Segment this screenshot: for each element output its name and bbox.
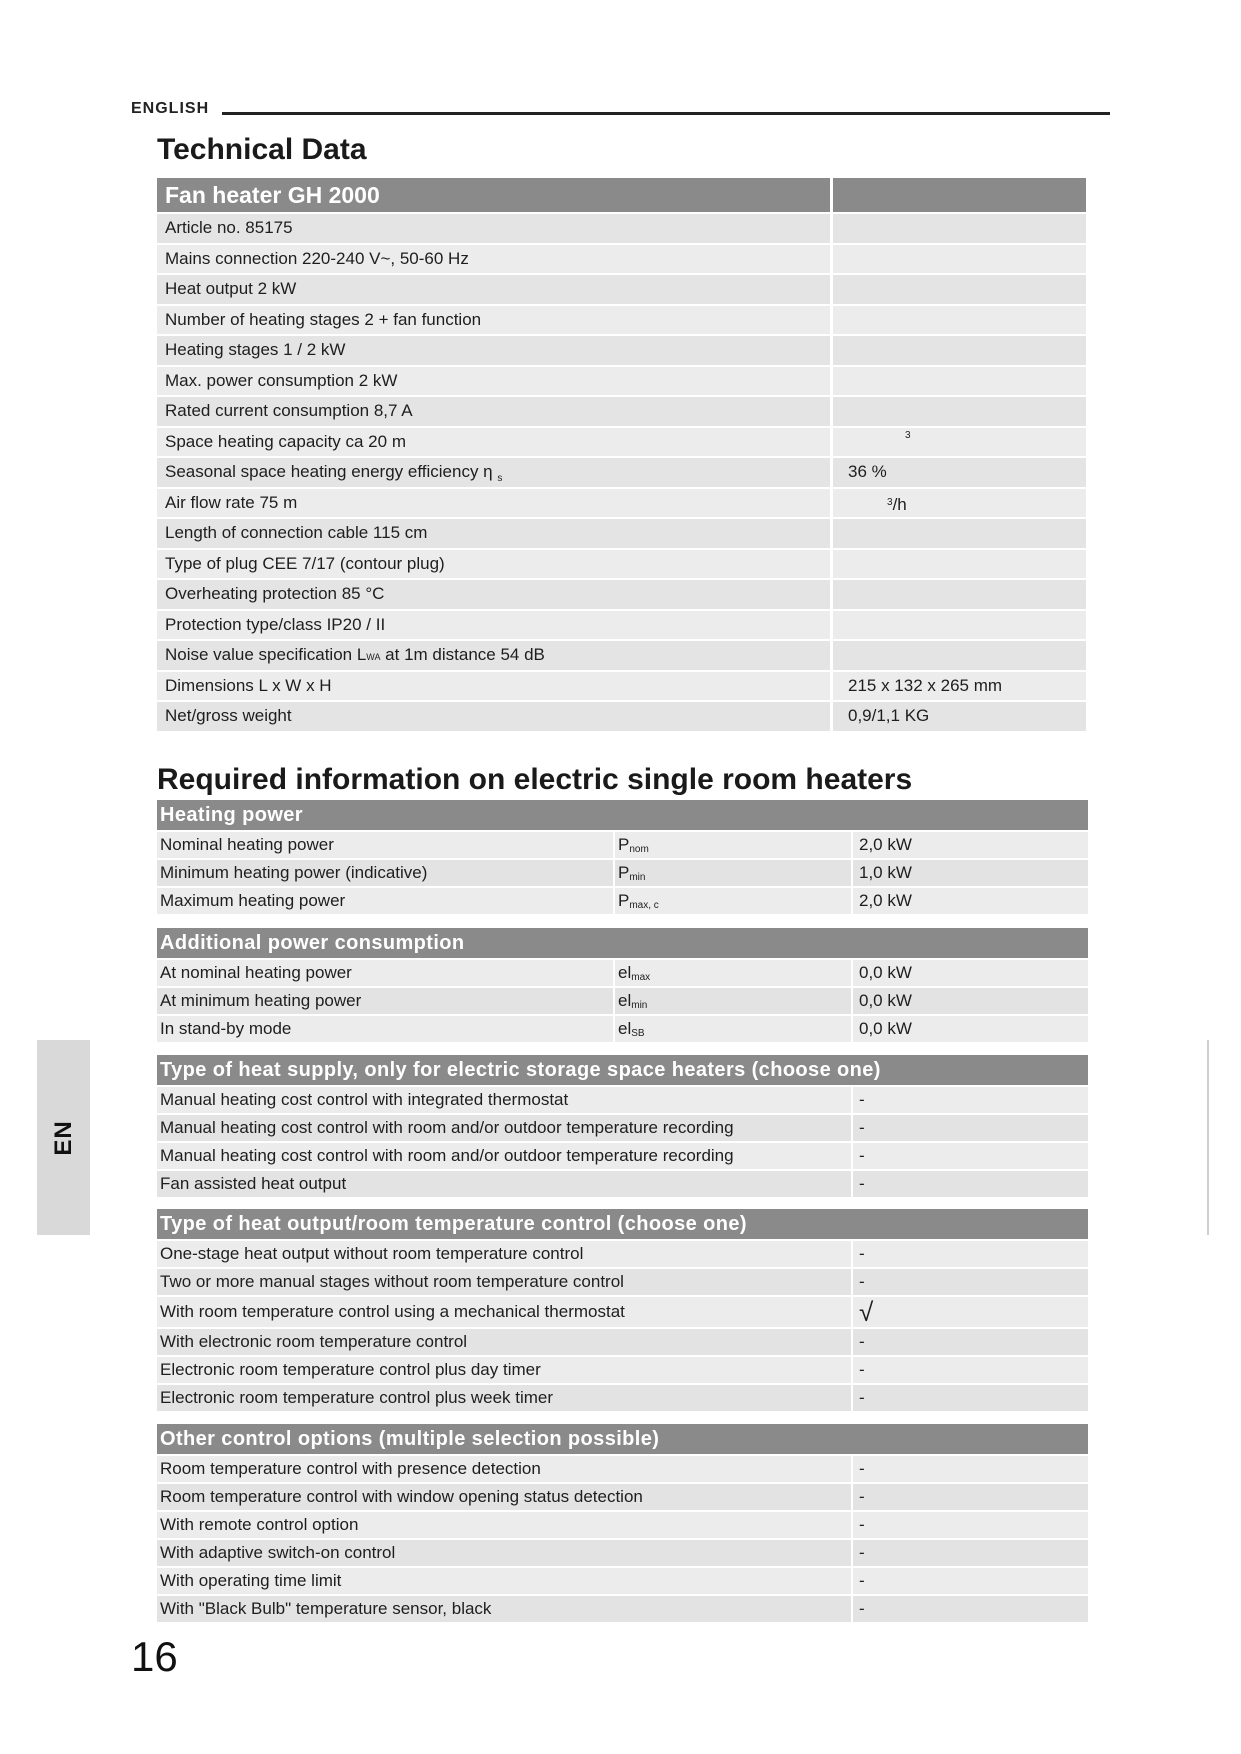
table-row: At nominal heating power elmax 0,0 kW (157, 960, 1088, 988)
table-row: Maximum heating power Pmax, c 2,0 kW (157, 888, 1088, 916)
row-label: Length of connection cable 115 cm (157, 519, 833, 548)
row-value (833, 580, 1086, 609)
table-row (157, 367, 1086, 398)
table-row (157, 550, 1086, 581)
section-heading: Additional power consumption (157, 928, 1088, 960)
table-row (157, 397, 1086, 428)
side-tab-label: EN (49, 1119, 77, 1156)
table-row: With "Black Bulb" temperature sensor, black - (157, 1596, 1088, 1624)
row-label: Protection type/class IP20 / II (157, 611, 833, 640)
row-label: Air flow rate 75 m (157, 489, 833, 518)
table-row: With adaptive switch-on control - (157, 1540, 1088, 1568)
margin-line (1207, 1040, 1209, 1235)
technical-data-title: Technical Data (157, 133, 367, 166)
table-row (157, 641, 1086, 672)
table-row: Manual heating cost control with room and/or outdoor temperature recording - (157, 1143, 1088, 1171)
row-label: Noise value specification LWA at 1m distance 54 dB (157, 641, 833, 670)
table-row (157, 214, 1086, 245)
row-value (833, 214, 1086, 243)
row-value (833, 275, 1086, 304)
row-value (833, 641, 1086, 670)
table-row (157, 428, 1086, 459)
row-value: 0,9/1,1 KG (848, 706, 930, 725)
row-value (833, 336, 1086, 365)
row-value (833, 367, 1086, 396)
table-row: Minimum heating power (indicative) Pmin 1,0 kW (157, 860, 1088, 888)
table-row: Fan assisted heat output - (157, 1171, 1088, 1199)
table-row (157, 336, 1086, 367)
header-divider (222, 112, 1110, 115)
row-value (833, 245, 1086, 274)
table-row: One-stage heat output without room temperature control - (157, 1241, 1088, 1269)
section-heading: Heating power (157, 800, 1088, 832)
row-value (833, 397, 1086, 426)
table-row (157, 702, 1086, 733)
table-row (157, 458, 1086, 489)
row-label: Article no. 85175 (157, 214, 833, 243)
table-row: In stand-by mode elSB 0,0 kW (157, 1016, 1088, 1044)
row-label: Heating stages 1 / 2 kW (157, 336, 833, 365)
section-heading: Other control options (multiple selection possible) (157, 1424, 1088, 1456)
additional-power-section (157, 928, 1088, 1044)
table-row (157, 489, 1086, 520)
superscript: 3 (905, 429, 911, 441)
table-row (157, 245, 1086, 276)
row-value: $^3$/h (887, 494, 907, 514)
row-value (833, 611, 1086, 640)
table-row (157, 611, 1086, 642)
heating-power-section (157, 800, 1088, 916)
row-label: Seasonal space heating energy efficiency η $_s$ (157, 458, 833, 487)
row-label: Rated current consumption 8,7 A (157, 397, 833, 426)
row-label: Type of plug CEE 7/17 (contour plug) (157, 550, 833, 579)
check-mark-icon: √ (859, 1297, 874, 1327)
table-row: With operating time limit - (157, 1568, 1088, 1596)
row-label: Overheating protection 85 °C (157, 580, 833, 609)
table-row: Electronic room temperature control plus week timer - (157, 1385, 1088, 1413)
table-row (157, 519, 1086, 550)
row-value (833, 519, 1086, 548)
required-info-title: Required information on electric single room heaters (157, 763, 913, 796)
row-value: 36 % (848, 462, 887, 481)
technical-table-header (157, 178, 1086, 214)
row-value: 215 x 132 x 265 mm (848, 675, 1003, 695)
table-row: Manual heating cost control with integrated thermostat - (157, 1087, 1088, 1115)
table-row: With remote control option - (157, 1512, 1088, 1540)
row-value (833, 306, 1086, 335)
table-row (157, 275, 1086, 306)
language-label: ENGLISH (131, 100, 210, 117)
table-row (157, 580, 1086, 611)
table-row: Two or more manual stages without room temperature control - (157, 1269, 1088, 1297)
table-row: With electronic room temperature control - (157, 1329, 1088, 1357)
table-row: At minimum heating power elmin 0,0 kW (157, 988, 1088, 1016)
row-value (833, 428, 1086, 457)
row-label: Max. power consumption 2 kW (157, 367, 833, 396)
table-row: Room temperature control with presence detection - (157, 1456, 1088, 1484)
heat-supply-section (157, 1055, 1088, 1199)
table-row: Manual heating cost control with room and/or outdoor temperature recording - (157, 1115, 1088, 1143)
row-label: Mains connection 220-240 V~, 50-60 Hz (157, 245, 833, 274)
section-heading: Type of heat output/room temperature control (choose one) (157, 1209, 1088, 1241)
page-number: 16 (131, 1633, 178, 1680)
heat-output-section (157, 1209, 1088, 1413)
table-row (157, 306, 1086, 337)
table-row: Electronic room temperature control plus day timer - (157, 1357, 1088, 1385)
row-label: Space heating capacity ca 20 m (157, 428, 833, 457)
table-row (157, 672, 1086, 703)
other-controls-section (157, 1424, 1088, 1624)
section-heading: Type of heat supply, only for electric storage space heaters (choose one) (157, 1055, 1088, 1087)
product-name: Fan heater GH 2000 (157, 178, 833, 212)
table-row: Nominal heating power Pnom 2,0 kW (157, 832, 1088, 860)
technical-data-table (157, 178, 1086, 733)
table-row: Room temperature control with window opening status detection - (157, 1484, 1088, 1512)
row-value (833, 550, 1086, 579)
row-label: Dimensions L x W x H (157, 672, 833, 701)
table-row: With room temperature control using a mechanical thermostat √ (157, 1297, 1088, 1329)
row-label: Net/gross weight (157, 702, 833, 731)
row-label: Number of heating stages 2 + fan function (157, 306, 833, 335)
language-side-tab (37, 1040, 90, 1235)
row-label: Heat output 2 kW (157, 275, 833, 304)
